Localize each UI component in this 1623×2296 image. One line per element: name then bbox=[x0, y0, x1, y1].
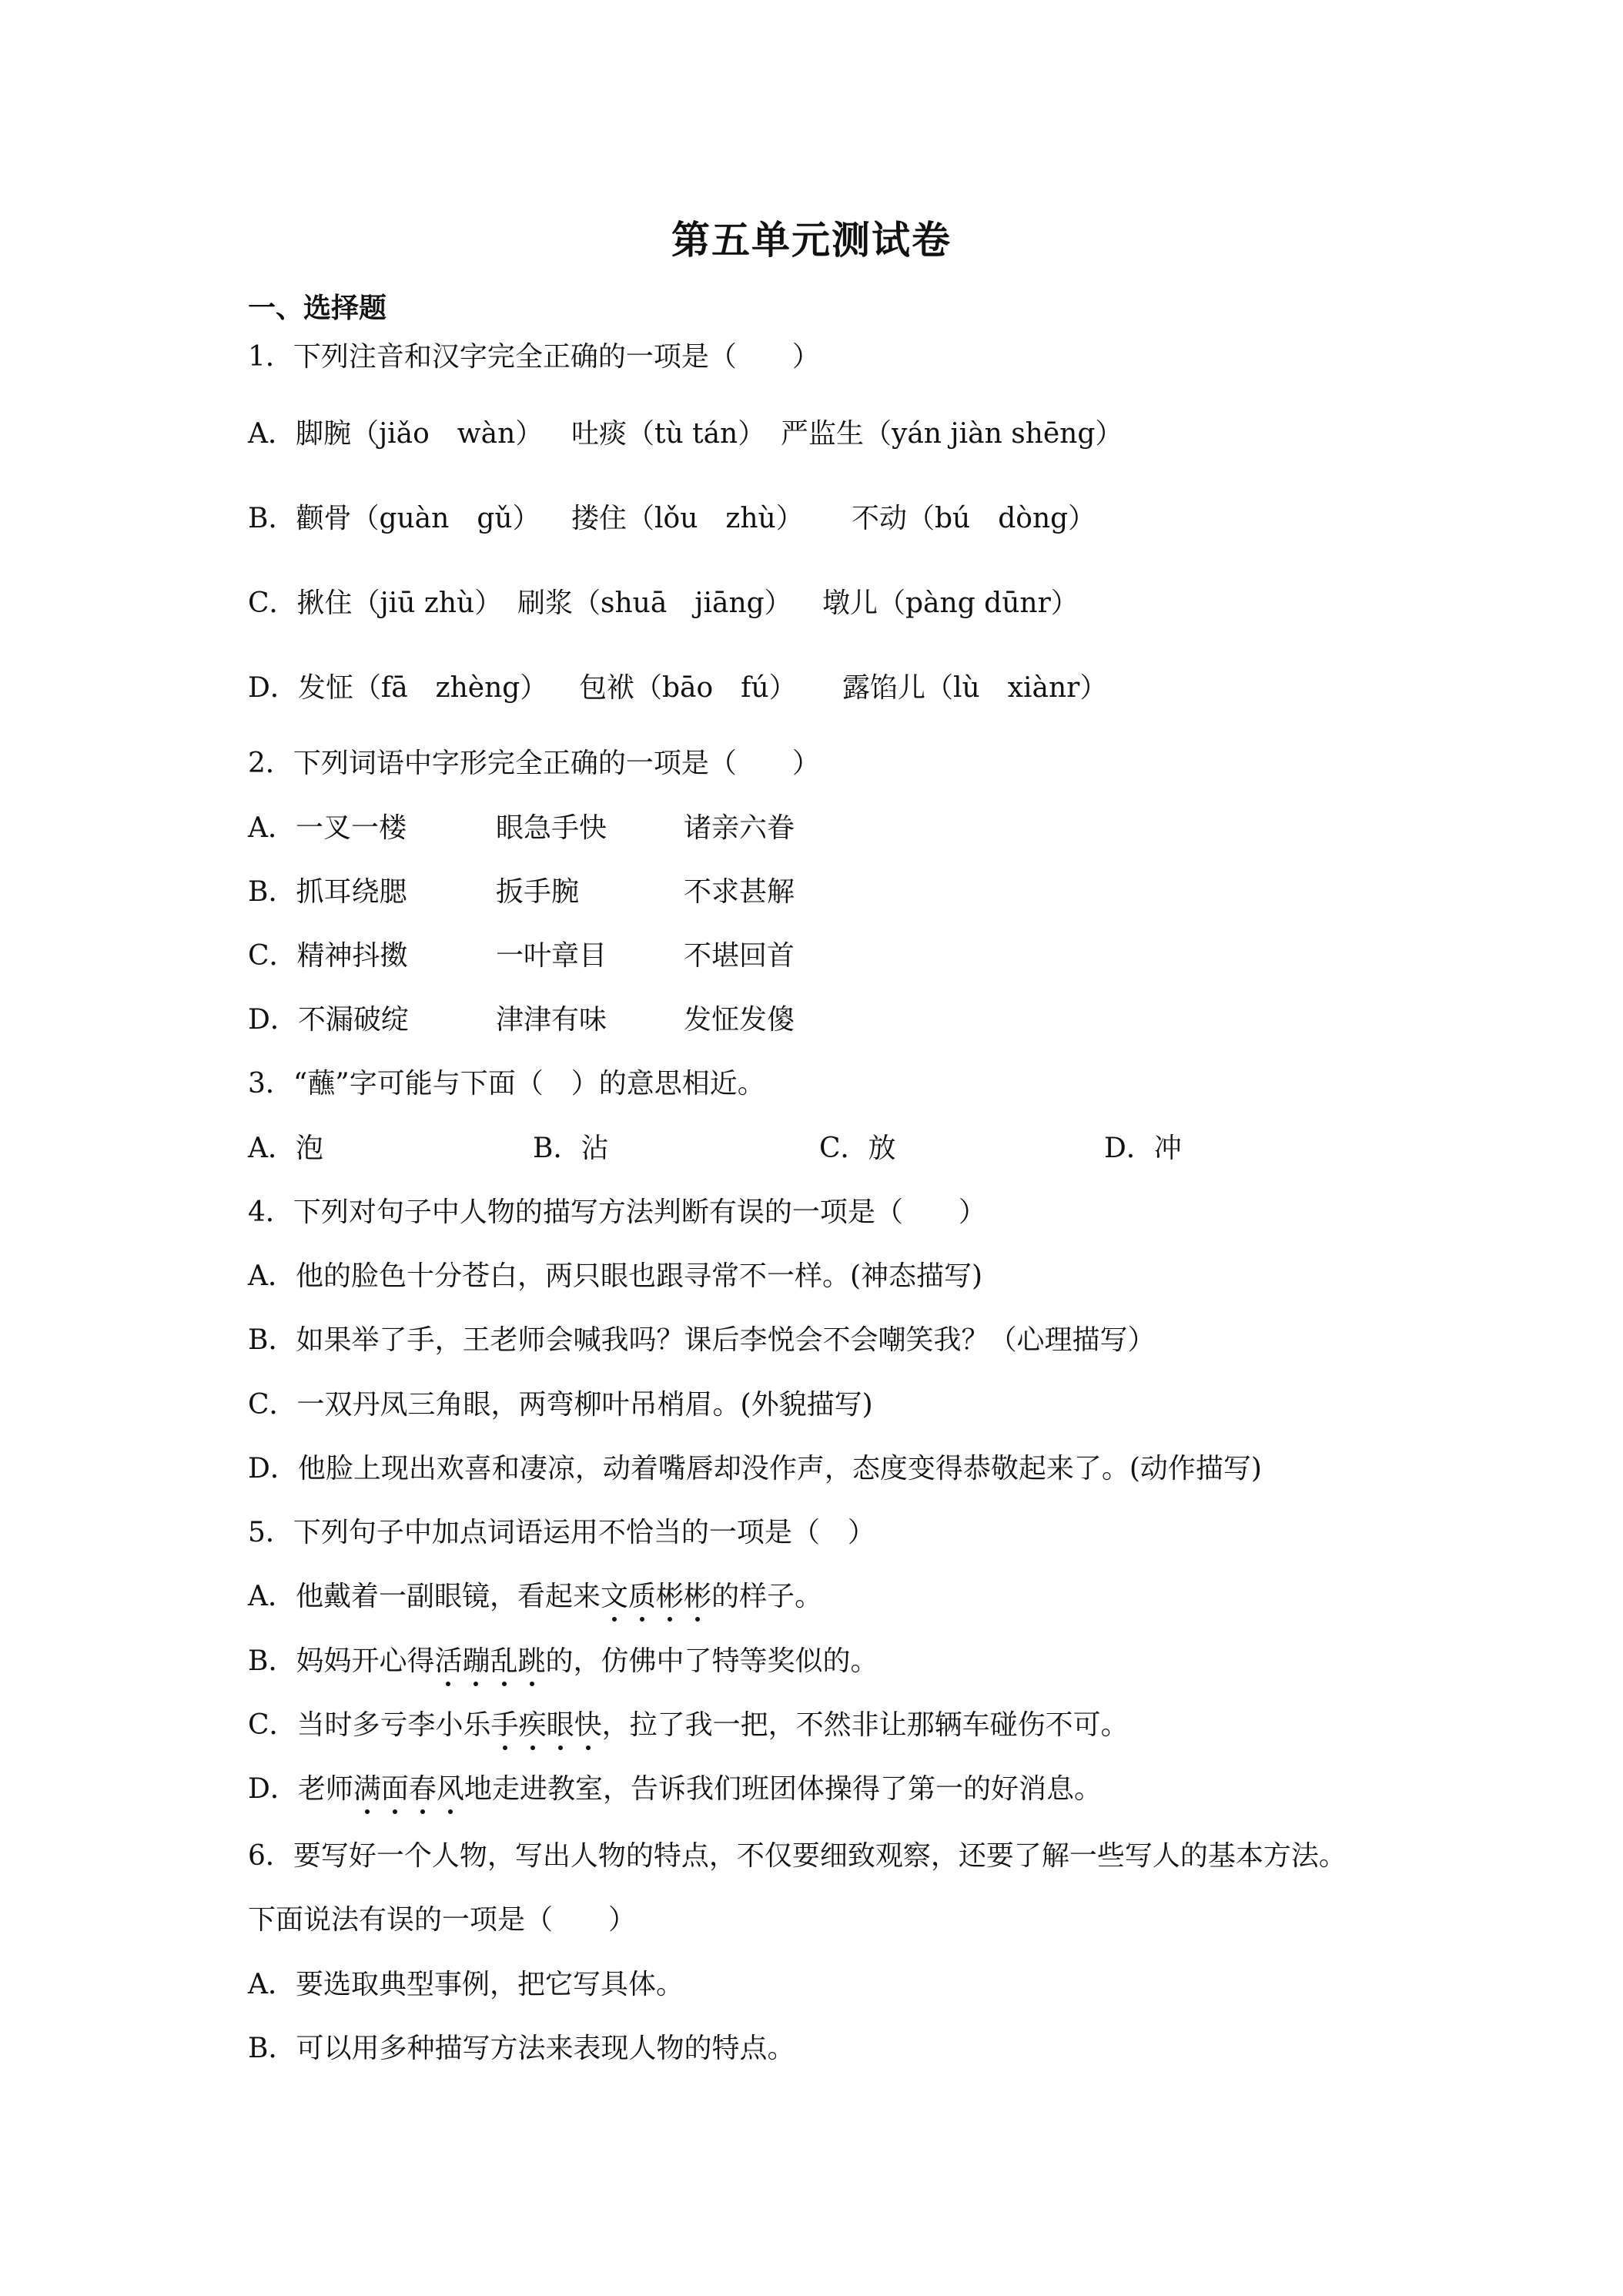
dotted-char: 眼 bbox=[546, 1709, 574, 1741]
dotted-word bbox=[491, 1709, 602, 1741]
question-6-option-a: A．要选取典型事例，把它写具体。 bbox=[248, 1969, 684, 2000]
question-5-option-c: C．当时多亏李小乐手疾眼快，拉了我一把，不然非让那辆车碰伤不可。 bbox=[248, 1709, 1129, 1741]
question-4-option-c: C．一双丹凤三角眼，两弯柳叶吊梢眉。(外貌描写) bbox=[248, 1389, 873, 1421]
question-5-option-d: D．老师满面春风地走进教室，告诉我们班团体操得了第一的好消息。 bbox=[248, 1773, 1102, 1805]
question-4-stem: 4．下列对句子中人物的描写方法判断有误的一项是（ ） bbox=[248, 1197, 986, 1228]
question-2-stem: 2．下列词语中字形完全正确的一项是（ ） bbox=[248, 748, 820, 779]
question-3-option-d: D．冲 bbox=[1104, 1133, 1182, 1164]
question-1-option-d: D．发怔（fā zhèng） 包袱（bāo fú） 露馅儿（lù xiànr） bbox=[248, 672, 1108, 704]
dotted-char: 面 bbox=[380, 1773, 409, 1805]
dotted-char: 满 bbox=[353, 1773, 381, 1805]
question-5-option-b: B．妈妈开心得活蹦乱跳的，仿佛中了特等奖似的。 bbox=[248, 1645, 878, 1677]
dotted-char: 彬 bbox=[656, 1581, 684, 1612]
question-2-option-d: D．不漏破绽 津津有味 发怔发傻 bbox=[248, 1004, 795, 1036]
question-6-stem-cont: 下面说法有误的一项是（ ） bbox=[248, 1904, 637, 1936]
question-5-option-a: A．他戴着一副眼镜，看起来文质彬彬的样子。 bbox=[248, 1581, 823, 1612]
question-6-stem: 6．要写好一个人物，写出人物的特点，不仅要细致观察，还要了解一些写人的基本方法。 bbox=[248, 1840, 1347, 1872]
question-3-option-b: B．沾 bbox=[533, 1133, 609, 1164]
page-title: 第五单元测试卷 bbox=[671, 218, 952, 263]
dotted-char: 彬 bbox=[684, 1581, 712, 1612]
dotted-word bbox=[353, 1773, 464, 1805]
question-3-option-a: A．泡 bbox=[248, 1133, 323, 1164]
dotted-word bbox=[601, 1581, 711, 1612]
question-3-options bbox=[248, 1132, 1182, 1166]
dotted-char: 蹦 bbox=[462, 1645, 490, 1677]
question-3-option-c: C．放 bbox=[819, 1133, 896, 1164]
section-heading: 一、选择题 bbox=[248, 293, 387, 324]
question-4-option-a: A．他的脸色十分苍白，两只眼也跟寻常不一样。(神态描写) bbox=[248, 1260, 983, 1292]
dotted-char: 质 bbox=[628, 1581, 657, 1612]
question-6-option-b: B．可以用多种描写方法来表现人物的特点。 bbox=[248, 2033, 795, 2064]
dotted-word bbox=[434, 1645, 545, 1677]
dotted-char: 跳 bbox=[517, 1645, 546, 1677]
question-1-stem: 1．下列注音和汉字完全正确的一项是（ ） bbox=[248, 341, 820, 373]
question-4-option-b: B．如果举了手，王老师会喊我吗？课后李悦会不会嘲笑我？（心理描写） bbox=[248, 1324, 1156, 1356]
question-3-stem: 3．“蘸”字可能与下面（ ）的意思相近。 bbox=[248, 1068, 765, 1099]
question-5-stem: 5．下列句子中加点词语运用不恰当的一项是（ ） bbox=[248, 1517, 875, 1548]
question-2-option-a: A．一叉一楼 眼急手快 诸亲六眷 bbox=[248, 812, 795, 844]
question-2-option-b: B．抓耳绕腮 扳手腕 不求甚解 bbox=[248, 876, 795, 908]
dotted-char: 手 bbox=[490, 1709, 519, 1741]
question-1-option-b: B．颧骨（guàn gǔ） 搂住（lǒu zhù） 不动（bú dòng） bbox=[248, 503, 1096, 534]
dotted-char: 春 bbox=[408, 1773, 437, 1805]
dotted-char: 活 bbox=[434, 1645, 463, 1677]
question-1-option-c: C．揪住（jiū zhù） 刷浆（shuā jiāng） 墩儿（pàng dūnr） bbox=[248, 587, 1079, 619]
dotted-char: 乱 bbox=[490, 1645, 518, 1677]
question-2-option-c: C．精神抖擞 一叶章目 不堪回首 bbox=[248, 940, 795, 972]
question-1-option-a: A．脚腕（jiǎo wàn） 吐痰（tù tán） 严监生（yán jiàn shēng） bbox=[248, 418, 1123, 450]
question-4-option-d: D．他脸上现出欢喜和凄凉，动着嘴唇却没作声，态度变得恭敬起来了。(动作描写) bbox=[248, 1453, 1262, 1484]
dotted-char: 文 bbox=[601, 1581, 629, 1612]
dotted-char: 疾 bbox=[518, 1709, 547, 1741]
dotted-char: 风 bbox=[436, 1773, 464, 1805]
dotted-char: 快 bbox=[574, 1709, 602, 1741]
